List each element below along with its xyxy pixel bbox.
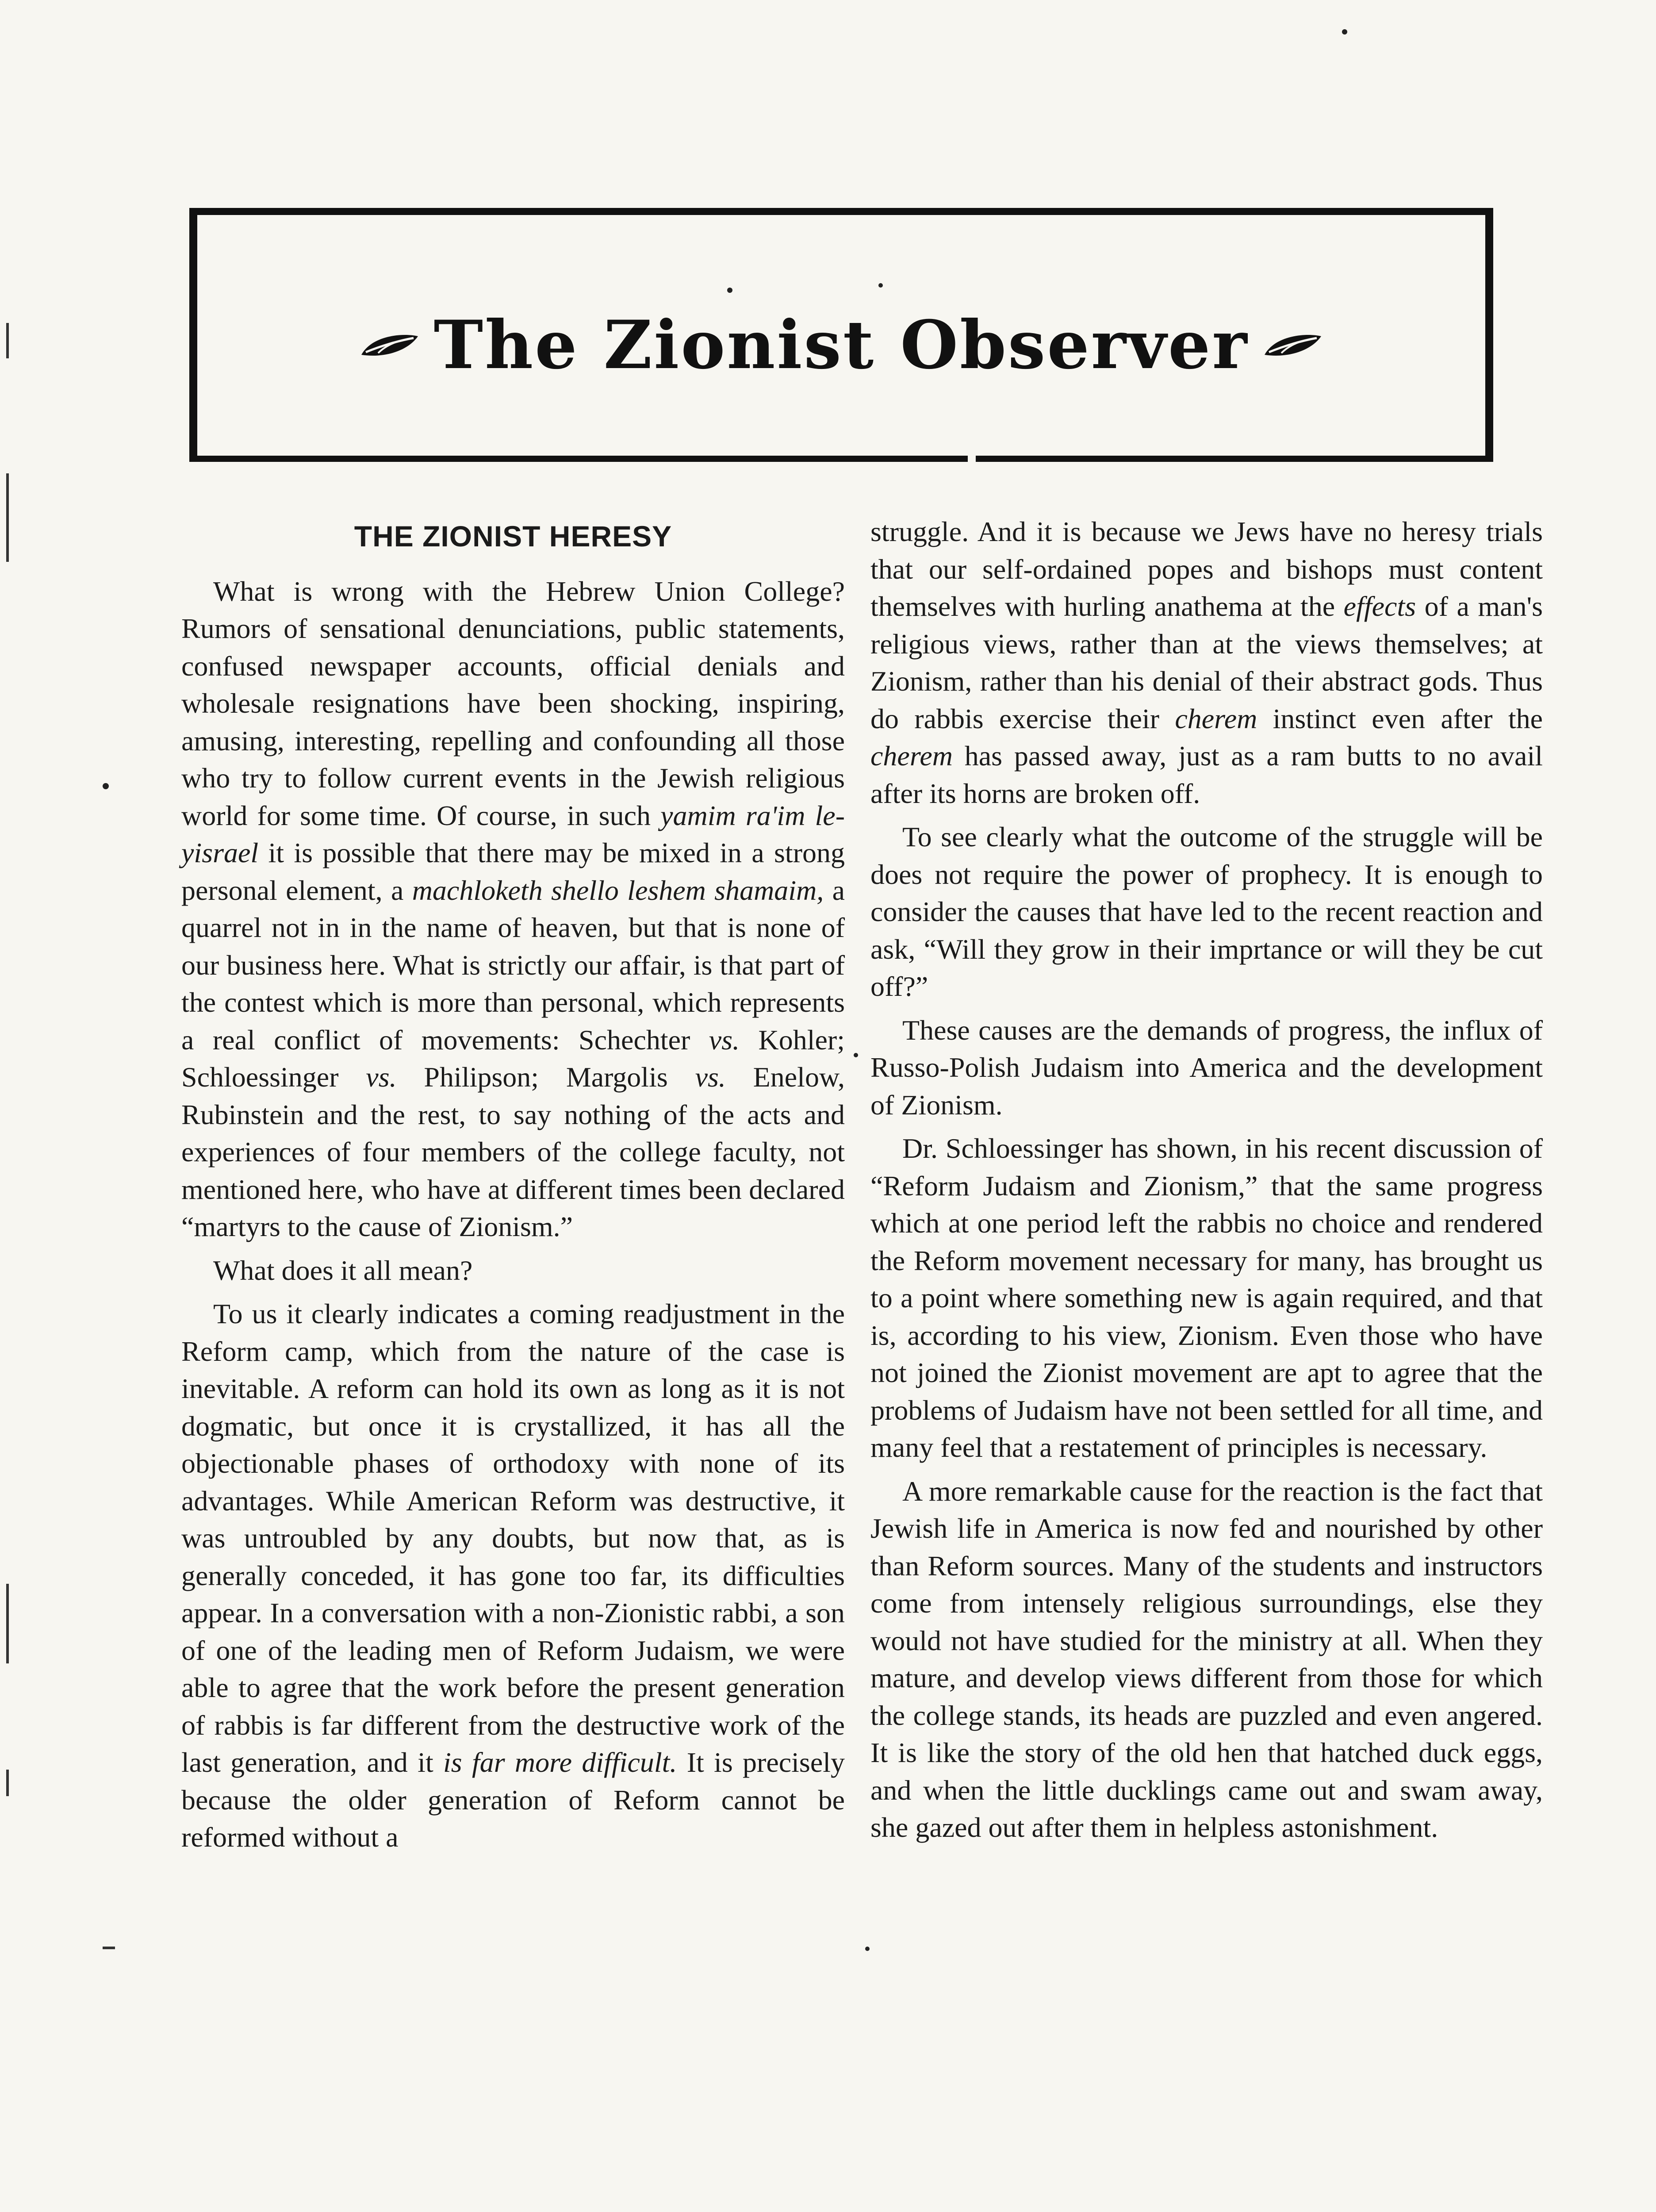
text-run: To us it clearly indicates a coming readjustment in the Reform camp, which from the nature of the case is inevitable. A reform can hold its own as long as it is not dogmatic, but once it is crystallized, it has all the objectionable phases of orthodoxy with none of its advantages. While American Reform was destructive, it was untroubled by any doubts, but now that, as is generally conceded, it has gone too far, its difficulties appear. In a conversation with a non-Zionistic rabbi, a son of one of the leading men of Reform Judaism, we were able to agree that the work before the present generation of rabbis is far different from the destructive work of the last generation, and it	[181, 1298, 845, 1778]
scan-speck	[103, 783, 109, 789]
italic-term: vs.	[366, 1061, 397, 1093]
scan-speck	[854, 1053, 858, 1057]
text-run: a quarrel not in in the name of heaven, but that is none of our business here. What is strictly our affair, is that part of the contest which is more than personal, which represents a real conflict of movements: Schechter	[181, 874, 845, 1056]
text-run: It is precisely because the older generation of Reform cannot be reformed without a	[181, 1747, 845, 1853]
italic-term: cherem	[870, 740, 953, 772]
scan-speck	[727, 288, 732, 293]
article-paragraph	[870, 1012, 1543, 1124]
italic-term: vs.	[709, 1024, 740, 1056]
article-paragraph	[870, 513, 1543, 812]
text-run: Philipson; Margolis	[396, 1061, 695, 1093]
leaf-ornament-icon	[1262, 333, 1324, 357]
leaf-ornament-icon	[359, 333, 421, 357]
scan-speck	[1342, 29, 1347, 35]
masthead-bottom-rule-right	[976, 456, 1493, 462]
article-paragraph	[870, 818, 1543, 1006]
masthead	[189, 301, 1493, 389]
article-paragraph	[181, 1295, 845, 1856]
text-run: has passed away, just as a ram butts to no avail after its horns are broken off.	[870, 740, 1543, 809]
text-run: What is wrong with the Hebrew Union College? Rumors of sensational denunciations, public statements, confused newspaper accounts, official denials and wholesale resignations have been shocking, inspiring, amusing, interesting, repelling and confounding all those who try to follow current events in the Jewish religious world for some time. Of course, in such	[181, 575, 845, 831]
italic-term: cherem	[1175, 703, 1257, 734]
text-run: These causes are the demands of progress, the influx of Russo-Polish Judaism into America and the development of Zionism.	[870, 1014, 1543, 1121]
text-run: Kohler; Schloessinger	[181, 1024, 845, 1093]
text-run: instinct even after the	[1257, 703, 1543, 734]
article-paragraph	[870, 1473, 1543, 1847]
scan-edge-mark	[6, 1770, 9, 1796]
text-run: To see clearly what the outcome of the struggle will be does not require the power of prophecy. It is enough to consider the causes that have led to the recent reaction and ask, “Will they grow in their imprtance or will they be cut off?”	[870, 821, 1543, 1002]
text-run: struggle. And it is because we Jews have no heresy trials that our self-ordained popes and bishops must content themselves with hurling anathema at the	[870, 516, 1543, 622]
italic-term: vs.	[695, 1061, 726, 1093]
italic-term: is far more difficult.	[443, 1747, 677, 1778]
text-run: of a man's religious views, rather than at the views themselves; at Zionism, rather than his denial of their abstract gods. Thus do rabbis exercise their	[870, 591, 1543, 734]
masthead-bottom-rule	[189, 456, 968, 462]
article-paragraph	[870, 1130, 1543, 1467]
scan-speck	[865, 1947, 870, 1951]
italic-term: effects	[1343, 591, 1416, 622]
scan-edge-mark	[6, 323, 9, 358]
article-heading: THE ZIONIST HERESY	[354, 520, 672, 553]
text-run: A more remarkable cause for the reaction is the fact that Jewish life in America is now fed and nourished by other than Reform sources. Many of the students and instructors come from intensely religious surroundings, else they would not have studied for the ministry at all. When they mature, and develop views different from those for which the college stands, its heads are puzzled and even angered. It is like the story of the old hen that hatched duck eggs, and when the little ducklings came out and swam away, she gazed out after them in helpless astonishment.	[870, 1475, 1543, 1843]
article-right-column	[870, 513, 1543, 1847]
text-run: Dr. Schloessinger has shown, in his recent discussion of “Reform Judaism and Zionism,” that the same progress which at one period left the rabbis no choice and rendered the Reform movement necessary for many, has brought us to a point where something new is again required, and that is, according to his view, Zionism. Even those who have not joined the Zionist movement are apt to agree that the problems of Judaism have not been settled for all time, and many feel that a restatement of principles is necessary.	[870, 1133, 1543, 1463]
masthead-title: The Zionist Observer	[433, 306, 1249, 384]
text-run: Enelow, Rubinstein and the rest, to say nothing of the acts and experiences of four members of the college faculty, not mentioned here, who have at different times been declared “martyrs to the cause of Zionism.”	[181, 1061, 845, 1242]
italic-term: machloketh shello leshem shamaim,	[412, 874, 824, 906]
article-left-column	[181, 509, 845, 1856]
italic-term: yamim ra'im le-yisrael	[181, 799, 845, 868]
article-paragraph	[181, 1252, 845, 1290]
article-paragraph	[181, 573, 845, 1246]
scan-edge-mark	[103, 1947, 115, 1949]
scan-speck	[878, 283, 883, 288]
text-run: What does it all mean?	[213, 1254, 473, 1286]
scan-edge-mark	[6, 473, 9, 562]
text-run: it is possible that there may be mixed in a strong personal element, a	[181, 837, 845, 906]
scan-edge-mark	[6, 1584, 9, 1663]
